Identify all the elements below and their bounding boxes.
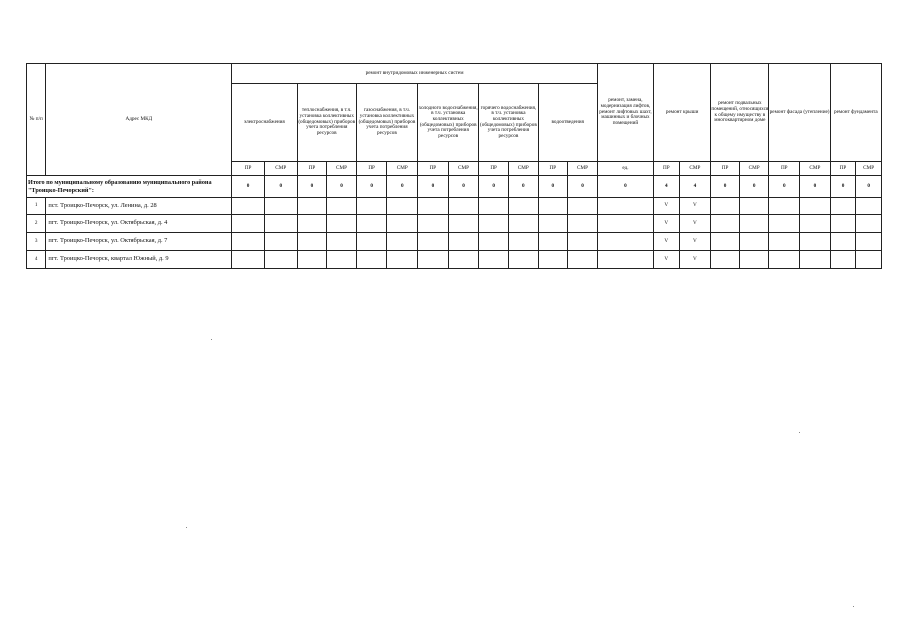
total-cell: 0 (568, 176, 598, 198)
table-row (27, 215, 882, 233)
total-cell: 0 (538, 176, 568, 198)
roof-smr-mark: V (679, 251, 711, 269)
header-internal-systems: ремонт внутридомовых инженерных систем (232, 64, 598, 84)
total-cell: 0 (769, 176, 800, 198)
sub-ed: ед. (597, 162, 653, 176)
roof-smr-mark: V (679, 233, 711, 251)
row-num: 4 (27, 251, 46, 269)
header-foundation: ремонт фундамента (830, 64, 881, 162)
total-cell: 0 (327, 176, 357, 198)
roof-pr-mark: V (654, 198, 680, 215)
sub-pr: ПР (418, 162, 449, 176)
header-gas: газоснабжения, в т.ч. установка коллективных (общедомовых) приборов учета потребления ресурсов (356, 84, 417, 162)
register-sheet (26, 63, 882, 269)
total-cell: 4 (679, 176, 711, 198)
roof-smr-mark: V (679, 198, 711, 215)
roof-pr-mark: V (654, 215, 680, 233)
sub-pr: ПР (830, 162, 856, 176)
total-cell: 0 (830, 176, 856, 198)
total-cell: 0 (597, 176, 653, 198)
sub-smr: СМР (508, 162, 538, 176)
header-lift: ремонт, замена, модернизация лифтов, ремонт лифтовых шахт, машинных и блочных помещений (597, 64, 653, 162)
row-num: 1 (27, 198, 46, 215)
header-electric: электроснабжения (232, 84, 297, 162)
sub-pr: ПР (232, 162, 265, 176)
sub-pr: ПР (654, 162, 680, 176)
sub-pr: ПР (479, 162, 509, 176)
header-sewer: водоотведения (538, 84, 597, 162)
total-cell: 0 (418, 176, 449, 198)
total-cell: 0 (800, 176, 831, 198)
table-row (27, 251, 882, 269)
total-label: Итого по муниципальному образованию муниципального района "Троицко-Печорский": (27, 176, 232, 198)
header-cold-water: холодного водоснабжения, в т.ч. установка коллективных (общедомовых) приборов учета потребления ресурсов (418, 84, 479, 162)
roof-smr-mark: V (679, 215, 711, 233)
scan-speck (211, 339, 212, 340)
sub-smr: СМР (679, 162, 711, 176)
table-row (27, 233, 882, 251)
total-row (27, 176, 882, 198)
total-cell: 0 (479, 176, 509, 198)
header-facade: ремонт фасада (утепление) (769, 64, 830, 162)
header-roof: ремонт крыши (654, 64, 711, 162)
total-cell: 0 (232, 176, 265, 198)
scan-speck (853, 606, 854, 607)
total-cell: 4 (654, 176, 680, 198)
total-cell: 0 (508, 176, 538, 198)
total-cell: 0 (264, 176, 297, 198)
total-cell: 0 (856, 176, 882, 198)
total-cell: 0 (448, 176, 479, 198)
total-cell: 0 (739, 176, 769, 198)
total-cell: 0 (711, 176, 740, 198)
sub-smr: СМР (448, 162, 479, 176)
roof-pr-mark: V (654, 233, 680, 251)
total-cell: 0 (387, 176, 418, 198)
sub-pr: ПР (356, 162, 387, 176)
row-address: пгт. Троицко-Печорск, ул. Октябрьская, д. 4 (46, 215, 232, 233)
sub-pr: ПР (711, 162, 740, 176)
sub-pr: ПР (769, 162, 800, 176)
row-num: 3 (27, 233, 46, 251)
header-num: № п/п (27, 64, 46, 176)
roof-pr-mark: V (654, 251, 680, 269)
repair-register-table (26, 63, 882, 269)
sub-smr: СМР (856, 162, 882, 176)
header-heat: теплоснабжения, в т.ч. установка коллективных (общедомовых) приборов учета потребления ресурсов (297, 84, 356, 162)
header-address: Адрес МКД (46, 64, 232, 176)
sub-smr: СМР (568, 162, 598, 176)
sub-smr: СМР (739, 162, 769, 176)
row-num: 2 (27, 215, 46, 233)
scan-speck (186, 527, 187, 528)
total-cell: 0 (297, 176, 327, 198)
sub-pr: ПР (297, 162, 327, 176)
row-address: пгт. Троицко-Печорск, ул. Октябрьская, д. 7 (46, 233, 232, 251)
sub-smr: СМР (327, 162, 357, 176)
sub-smr: СМР (800, 162, 831, 176)
row-address: пгт. Троицко-Печорск, квартал Южный, д. 9 (46, 251, 232, 269)
scan-speck (799, 432, 800, 433)
row-address: пст. Троицко-Печорск, ул. Ленина, д. 28 (46, 198, 232, 215)
sub-smr: СМР (387, 162, 418, 176)
header-hot-water: горячего водоснабжения, в т.ч. установка коллективных (общедомовых) приборов учета потребления ресурсов (479, 84, 538, 162)
sub-pr: ПР (538, 162, 568, 176)
table-row (27, 198, 882, 215)
total-cell: 0 (356, 176, 387, 198)
header-basement: ремонт подвальных помещений, относящихся к общему имуществу в многоквартирном доме (711, 64, 769, 162)
sub-smr: СМР (264, 162, 297, 176)
